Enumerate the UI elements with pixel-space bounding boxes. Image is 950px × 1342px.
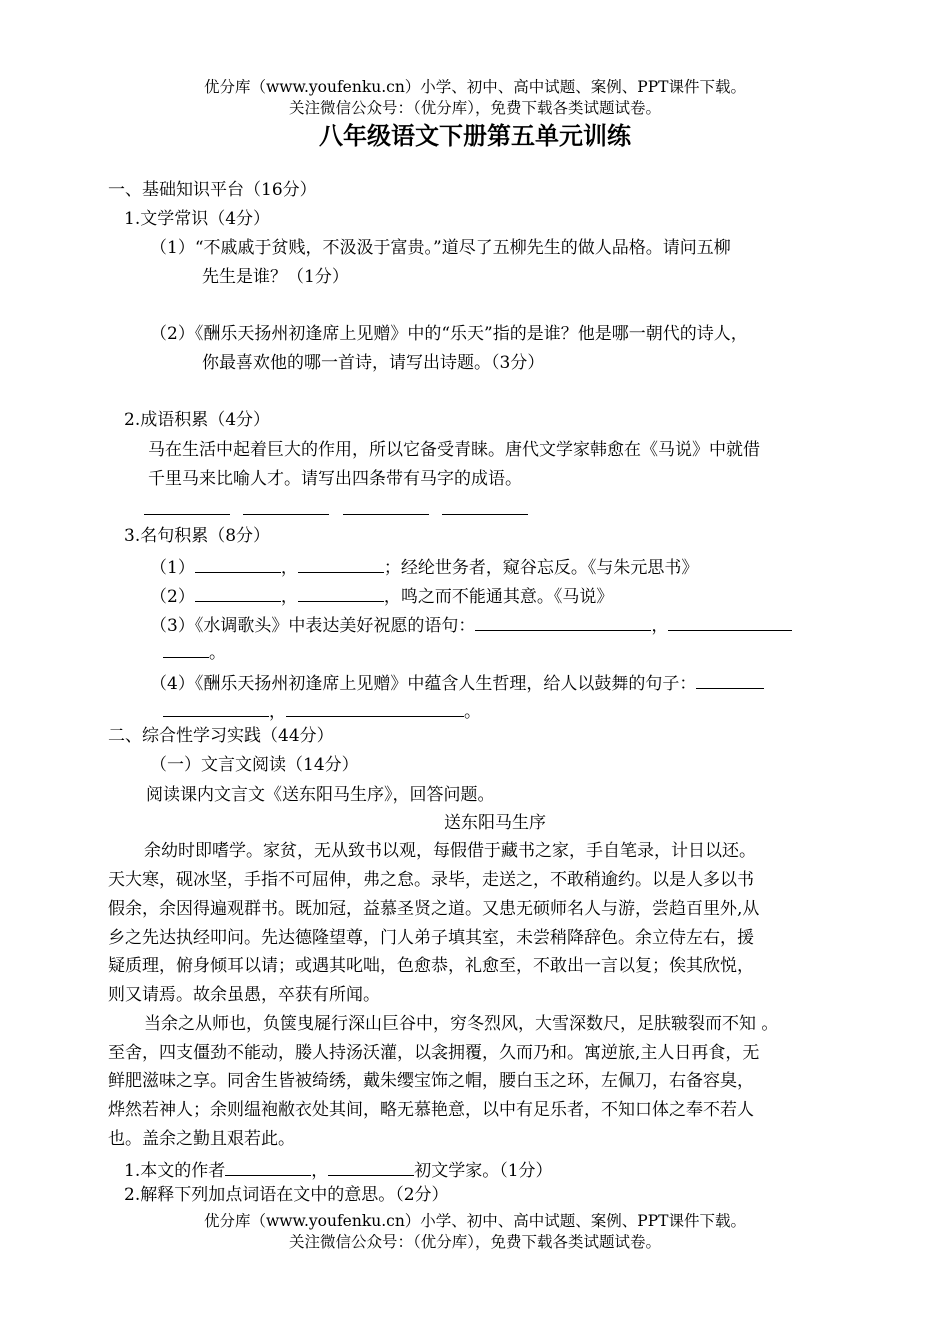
q1-sub2-line-a: （2）《酬乐天扬州初逢席上见赠》中的“乐天”指的是谁？他是哪一朝代的诗人， <box>150 324 748 344</box>
section-1-heading: 一、基础知识平台（16分） <box>108 180 317 200</box>
answer-blank[interactable] <box>163 641 209 658</box>
answer-blank[interactable] <box>163 700 269 717</box>
q1-sub1-line-a: （1）“不戚戚于贫贱，不汲汲于富贵。”道尽了五柳先生的做人品格。请问五柳 <box>150 238 731 258</box>
q2-text-line-b: 千里马来比喻人才。请写出四条带有马字的成语。 <box>148 469 522 489</box>
answer-blank[interactable] <box>343 498 429 515</box>
answer-blank[interactable] <box>442 498 528 515</box>
passage-line: 烨然若神人；余则缊袍敝衣处其间，略无慕艳意，以中有足乐者，不知口体之奉不若人 <box>108 1100 754 1120</box>
question-text: 初文学家。（1分） <box>414 1161 553 1181</box>
answer-blank[interactable] <box>195 585 281 602</box>
answer-blank[interactable] <box>195 556 281 573</box>
answer-blank[interactable] <box>298 556 384 573</box>
header-line-1: 优分库（www.youfenku.cn）小学、初中、高中试题、案例、PPT课件下载。 <box>203 78 747 96</box>
footer-line-2: 关注微信公众号：（优分库），免费下载各类试题试卷。 <box>288 1233 661 1251</box>
passage-line: 鲜肥滋味之享。同舍生皆被绮绣，戴朱缨宝饰之帽，腰白玉之环，左佩刀，右备容臭， <box>108 1071 754 1091</box>
passage-line: 疑质理，俯身倾耳以请；或遇其叱咄，色愈恭，礼愈至，不敢出一言以复；俟其欣悦， <box>108 956 754 976</box>
q3-heading: 3.名句积累（8分） <box>124 526 271 546</box>
item-text: （4）《酬乐天扬州初逢席上见赠》中蕴含人生哲理，给人以鼓舞的句子： <box>150 674 697 694</box>
q3-item-4-cont <box>163 700 481 721</box>
punctuation: ， <box>280 558 298 578</box>
punctuation: 。 <box>464 702 481 722</box>
answer-blank[interactable] <box>475 614 651 631</box>
question-text: 1.本文的作者 <box>124 1161 226 1181</box>
punctuation: ， <box>311 1161 329 1181</box>
punctuation: ， <box>280 587 298 607</box>
answer-blank[interactable] <box>225 1159 311 1176</box>
item-number: （1） <box>150 558 195 578</box>
passage-line: 余幼时即嗜学。家贫，无从致书以观，每假借于藏书之家，手自笔录，计日以还。 <box>144 841 756 861</box>
answer-blank[interactable] <box>328 1159 414 1176</box>
answer-blank[interactable] <box>243 498 329 515</box>
q2-heading: 2.成语积累（4分） <box>124 410 271 430</box>
passage-line: 假余，余因得遍观群书。既加冠，益慕圣贤之道。又患无硕师名人与游，尝趋百里外,从 <box>108 899 760 919</box>
answer-blank[interactable] <box>286 700 464 717</box>
q1-sub2-line-b: 你最喜欢他的哪一首诗，请写出诗题。（3分） <box>202 353 545 373</box>
item-number: （2） <box>150 587 195 607</box>
passage-line: 至舍，四支僵劲不能动，媵人持汤沃灌，以衾拥覆，久而乃和。寓逆旅,主人日再食，无 <box>108 1043 760 1063</box>
reading-intro: 阅读课内文言文《送东阳马生序》，回答问题。 <box>146 785 495 805</box>
passage-line: 天大寒，砚冰坚，手指不可屈伸，弗之怠。录毕，走送之，不敢稍逾约。以是人多以书 <box>108 870 754 890</box>
part-1-heading: （一）文言文阅读（14分） <box>150 755 359 775</box>
q1-heading: 1.文学常识（4分） <box>124 209 271 229</box>
answer-blank[interactable] <box>144 498 230 515</box>
item-text: （3）《水调歌头》中表达美好祝愿的语句： <box>150 616 476 636</box>
passage-title: 送东阳马生序 <box>444 813 546 833</box>
punctuation: ， <box>269 702 286 722</box>
answer-blank[interactable] <box>298 585 384 602</box>
item-text: ，鸣之而不能通其意。《马说》 <box>383 587 614 607</box>
q3-item-3-cont <box>163 641 226 662</box>
punctuation: 。 <box>209 643 226 663</box>
reading-q1 <box>124 1159 553 1180</box>
answer-blank[interactable] <box>668 614 792 631</box>
q1-sub1-line-b: 先生是谁？（1分） <box>202 267 349 287</box>
passage-line: 乡之先达执经叩问。先达德隆望尊，门人弟子填其室，未尝稍降辞色。余立侍左右，援 <box>108 928 754 948</box>
reading-q2: 2.解释下列加点词语在文中的意思。（2分） <box>124 1185 449 1205</box>
passage-line: 则又请焉。故余虽愚，卒获有所闻。 <box>108 985 380 1005</box>
q3-item-3 <box>150 614 792 635</box>
header-line-2: 关注微信公众号：（优分库），免费下载各类试题试卷。 <box>288 99 661 117</box>
passage-line: 当余之从师也，负箧曳屣行深山巨谷中，穷冬烈风，大雪深数尺，足肤皲裂而不知 。 <box>144 1014 779 1034</box>
punctuation: ， <box>651 616 669 636</box>
page-title: 八年级语文下册第五单元训练 <box>319 122 631 150</box>
answer-blank[interactable] <box>696 672 764 689</box>
q3-item-2 <box>150 585 613 606</box>
q3-item-4 <box>150 672 764 693</box>
footer-line-1: 优分库（www.youfenku.cn）小学、初中、高中试题、案例、PPT课件下载。 <box>203 1212 747 1230</box>
q2-answer-blanks <box>144 498 528 519</box>
q3-item-1 <box>150 556 698 577</box>
section-2-heading: 二、综合性学习实践（44分） <box>108 726 334 746</box>
q2-text-line-a: 马在生活中起着巨大的作用，所以它备受青睐。唐代文学家韩愈在《马说》中就借 <box>148 440 760 460</box>
item-text: ；经纶世务者，窥谷忘反。《与朱元思书》 <box>383 558 699 578</box>
passage-line: 也。盖余之勤且艰若此。 <box>108 1129 295 1149</box>
